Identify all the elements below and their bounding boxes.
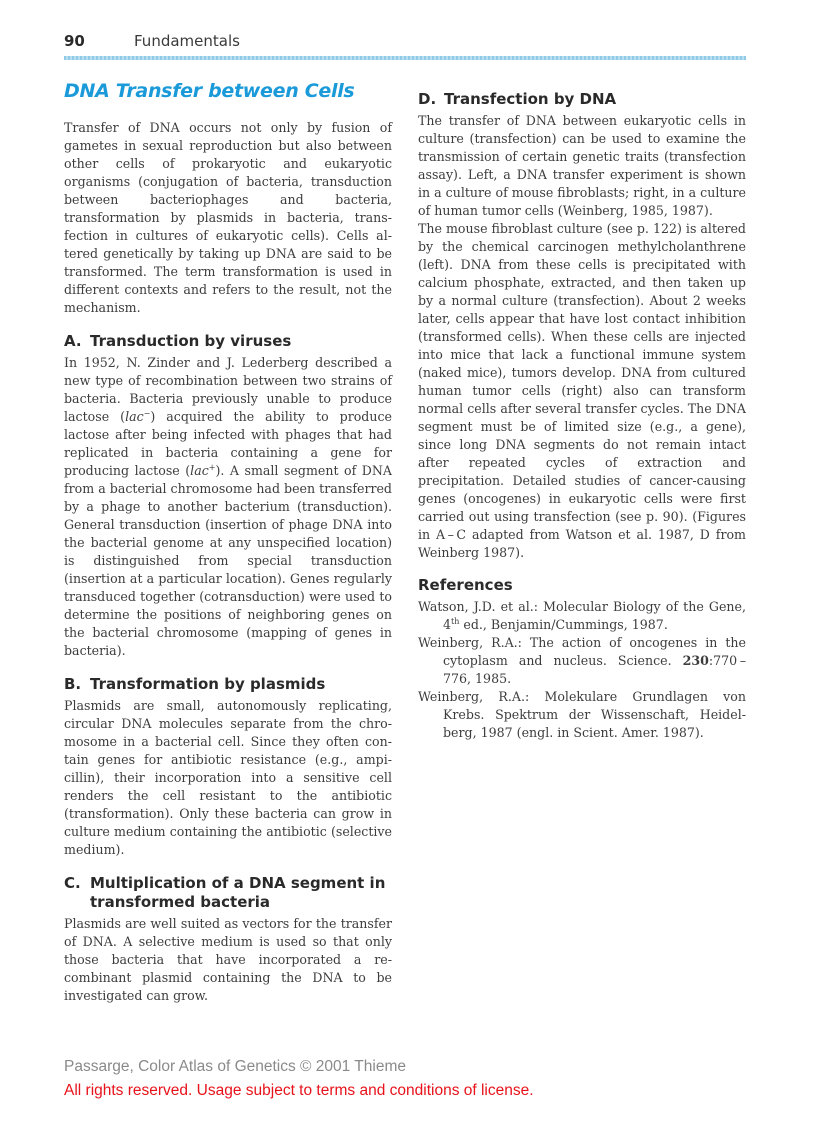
references-heading: References (418, 576, 513, 594)
section-c-letter: C. (64, 874, 81, 892)
section-d-heading (418, 90, 746, 109)
right-column (418, 80, 746, 742)
section-d-text-2: The mouse fibroblast culture (see p. 122) is altered by the chemical carcinogen methylcholanthrene (left). DNA from these cells is precipitated with calcium phosphate, extracted, and then taken up by a normal culture (transfection). About 2 weeks later, cells appear that have lost contact inhibition (transformed cells). When these cells are injected into mice that lack a functional immune system (naked mice), tumors develop. DNA from cultured human tumor cells (right) also can transform normal cells after several transfer cycles. The DNA segment must be of limited size (e.g., a gene), since long DNA segments do not remain intact after repeated cycles of extraction and precipitation. Detailed studies of cancer-causing genes (oncogenes) in eukaryotic cells were first carried out using transfection (see p. 90). (Figures in A – C adapted from Watson et al. 1987, D from Weinberg 1987). (418, 221, 746, 560)
section-b-letter: B. (64, 675, 82, 693)
lac-minus-gene: lac (125, 409, 144, 424)
section-b-text: Plasmids are small, autonomously replicating, circular DNA molecules separate from the chromosome in a bacterial cell. Since they often contain genes for antibiotic resistance (e.g., ampicillin), their incorporation into a sensitive cell renders the cell resistant to the antibiotic (transformation). Only these bacteria can grow in culture medium containing the antibiotic (selective medium). (64, 698, 392, 857)
edition-superscript: th (451, 616, 460, 626)
running-head-section: Fundamentals (134, 32, 240, 50)
reference-text: ed., Benjamin/Cummings, 1987. (459, 617, 668, 632)
plus-superscript: + (208, 462, 216, 472)
reference-text: :770 – 776, 1985. (443, 653, 746, 686)
section-b-heading (64, 675, 392, 694)
section-d-title: Transfection by DNA (444, 90, 617, 108)
section-d-text-1: The transfer of DNA between eukaryotic cells in culture (transfection) can be used to examine the transmission of certain genetic traits (transfection assay). Left, a DNA transfer experiment is shown in a culture of mouse fibroblasts; right, in a culture of human tumor cells (Weinberg, 1985, 1987). (418, 113, 746, 218)
section-a-text-part: ). A small segment of DNA from a bacterial chromosome had been transferred by a phage to another bacterium (transduction). General transduction (insertion of phage DNA into the bacterial genome at any unspecified location) is distinguished from special transduction (insertion at a particular location). Genes regularly transduced together (cotransduction) were used to determine the positions of neighboring genes on the bacterial chromosome (mapping of genes in bacteria). (64, 463, 392, 658)
footer-copyright: Passarge, Color Atlas of Genetics © 2001 Thieme (64, 1058, 406, 1075)
reference-item (418, 634, 746, 688)
section-c-title: Multiplication of a DNA segment in transformed bacteria (90, 874, 386, 911)
reference-text: Watson, J.D. et al.: Molecular Biology of the Gene, 4 (418, 599, 746, 632)
running-head (64, 32, 746, 54)
section-b-title: Transformation by plasmids (90, 675, 326, 693)
minus-superscript: − (143, 408, 151, 418)
lac-plus-gene: lac (190, 463, 209, 478)
section-c-heading (64, 874, 392, 912)
reference-text: Weinberg, R.A.: The action of oncogenes in the cytoplasm and nucleus. Science. (418, 635, 746, 668)
chapter-title: DNA Transfer between Cells (64, 80, 355, 102)
section-c-text: Plasmids are well suited as vectors for the transfer of DNA. A selective medium is used so that only those bacteria that have incorporated a recombinant plasmid containing the DNA to be investigated can grow. (64, 916, 392, 1003)
section-a-text (64, 354, 392, 660)
page-number: 90 (64, 32, 85, 50)
reference-item: Weinberg, R.A.: Molekulare Grundlagen von Krebs. Spektrum der Wissenschaft, Heidelberg, 1987 (engl. in Scient. Amer. 1987). (418, 689, 746, 740)
section-a-letter: A. (64, 332, 82, 350)
section-a-title: Transduction by viruses (90, 332, 292, 350)
reference-item (418, 598, 746, 634)
section-a-text-part: ) acquired the ability to produce lactose after being infected with phages that had replicated in bacteria containing a gene for producing lactose ( (64, 409, 392, 478)
section-d-letter: D. (418, 90, 437, 108)
footer-license: All rights reserved. Usage subject to terms and conditions of license. (64, 1082, 534, 1099)
section-a-heading (64, 332, 392, 351)
header-rule (64, 56, 746, 60)
volume-number: 230 (682, 653, 709, 668)
section-a-text-part: In 1952, N. Zinder and J. Lederberg described a new type of recombination between two strains of bacteria. Bacteria previously unable to produce lactose ( (64, 355, 392, 424)
intro-paragraph: Transfer of DNA occurs not only by fusion of gametes in sexual reproduction but also between other cells of prokaryotic and eukaryotic organisms (conjugation of bacteria, transduction between bacteriophages and bacteria, transformation by plasmids in bacteria, transfection in cultures of eukaryotic cells). Cells altered genetically by taking up DNA are said to be transformed. The term transformation is used in different contexts and refers to the result, not the mechanism. (64, 120, 392, 315)
left-column (64, 80, 392, 1005)
